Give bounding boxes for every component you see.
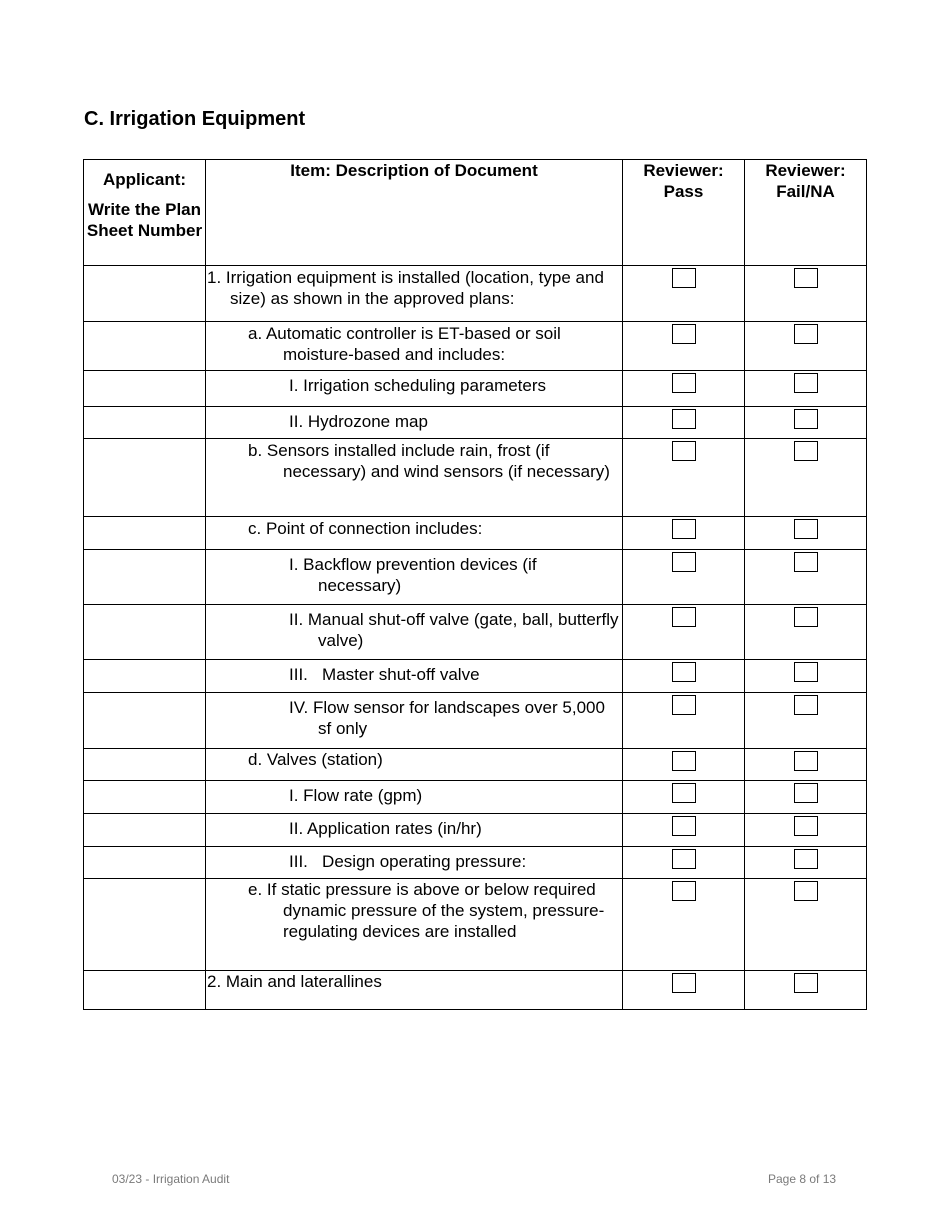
- fail-checkbox[interactable]: [794, 268, 818, 288]
- plan-sheet-cell[interactable]: [84, 407, 206, 439]
- pass-cell: [623, 517, 745, 550]
- table-row: [84, 781, 867, 814]
- pass-cell: [623, 371, 745, 407]
- table-row: [84, 693, 867, 749]
- item-text: I. Backflow prevention devices (if necessary): [289, 555, 537, 595]
- fail-cell: [745, 693, 867, 749]
- fail-checkbox[interactable]: [794, 607, 818, 627]
- item-description: [206, 605, 623, 660]
- item-text: c. Point of connection includes:: [248, 519, 483, 538]
- pass-cell: [623, 693, 745, 749]
- table-row: [84, 517, 867, 550]
- table-row: [84, 371, 867, 407]
- plan-sheet-cell[interactable]: [84, 814, 206, 847]
- pass-cell: [623, 322, 745, 371]
- plan-sheet-cell[interactable]: [84, 847, 206, 879]
- table-row: [84, 550, 867, 605]
- fail-header: Reviewer: Fail/NA: [745, 160, 867, 266]
- table-row: [84, 322, 867, 371]
- item-text: I. Flow rate (gpm): [289, 786, 423, 805]
- fail-cell: [745, 660, 867, 693]
- table-row: [84, 814, 867, 847]
- fail-checkbox[interactable]: [794, 751, 818, 771]
- item-description: [206, 847, 623, 879]
- pass-cell: [623, 605, 745, 660]
- table-row: [84, 847, 867, 879]
- item-description: [206, 322, 623, 371]
- fail-checkbox[interactable]: [794, 373, 818, 393]
- pass-checkbox[interactable]: [672, 849, 696, 869]
- pass-cell: [623, 749, 745, 781]
- fail-checkbox[interactable]: [794, 783, 818, 803]
- pass-checkbox[interactable]: [672, 607, 696, 627]
- item-header: Item: Description of Document: [206, 160, 623, 266]
- item-text: 2. Main and laterallines: [207, 972, 382, 991]
- fail-checkbox[interactable]: [794, 973, 818, 993]
- pass-checkbox[interactable]: [672, 973, 696, 993]
- pass-checkbox[interactable]: [672, 519, 696, 539]
- fail-checkbox[interactable]: [794, 409, 818, 429]
- fail-cell: [745, 439, 867, 517]
- item-text: II. Hydrozone map: [289, 412, 428, 431]
- fail-checkbox[interactable]: [794, 881, 818, 901]
- pass-cell: [623, 407, 745, 439]
- item-description: [206, 517, 623, 550]
- pass-cell: [623, 660, 745, 693]
- pass-cell: [623, 879, 745, 971]
- fail-cell: [745, 971, 867, 1010]
- pass-checkbox[interactable]: [672, 695, 696, 715]
- fail-cell: [745, 517, 867, 550]
- fail-checkbox[interactable]: [794, 695, 818, 715]
- fail-cell: [745, 605, 867, 660]
- fail-cell: [745, 847, 867, 879]
- applicant-header-label: Applicant:: [102, 170, 187, 189]
- fail-cell: [745, 781, 867, 814]
- item-text: d. Valves (station): [248, 750, 383, 769]
- item-description: [206, 781, 623, 814]
- item-description: [206, 550, 623, 605]
- pass-checkbox[interactable]: [672, 441, 696, 461]
- fail-checkbox[interactable]: [794, 662, 818, 682]
- pass-checkbox[interactable]: [672, 662, 696, 682]
- fail-cell: [745, 550, 867, 605]
- pass-checkbox[interactable]: [672, 409, 696, 429]
- pass-cell: [623, 814, 745, 847]
- pass-cell: [623, 781, 745, 814]
- fail-cell: [745, 749, 867, 781]
- pass-checkbox[interactable]: [672, 751, 696, 771]
- plan-sheet-cell[interactable]: [84, 879, 206, 971]
- fail-cell: [745, 266, 867, 322]
- fail-checkbox[interactable]: [794, 441, 818, 461]
- pass-checkbox[interactable]: [672, 783, 696, 803]
- item-description: [206, 371, 623, 407]
- item-text: II. Manual shut-off valve (gate, ball, butterfly valve): [289, 610, 619, 650]
- table-row: [84, 605, 867, 660]
- item-description: [206, 439, 623, 517]
- plan-sheet-cell[interactable]: [84, 322, 206, 371]
- fail-cell: [745, 371, 867, 407]
- fail-checkbox[interactable]: [794, 552, 818, 572]
- item-description: [206, 814, 623, 847]
- pass-checkbox[interactable]: [672, 268, 696, 288]
- fail-checkbox[interactable]: [794, 816, 818, 836]
- fail-cell: [745, 407, 867, 439]
- pass-cell: [623, 439, 745, 517]
- applicant-header-subtitle: Write the Plan Sheet Number: [86, 200, 203, 240]
- item-description: [206, 407, 623, 439]
- pass-cell: [623, 550, 745, 605]
- table-row: [84, 879, 867, 971]
- plan-sheet-cell[interactable]: [84, 550, 206, 605]
- table-row: [84, 407, 867, 439]
- item-text: b. Sensors installed include rain, frost (if necessary) and wind sensors (if necessary): [248, 441, 610, 481]
- plan-sheet-cell[interactable]: [84, 781, 206, 814]
- pass-cell: [623, 971, 745, 1010]
- fail-cell: [745, 814, 867, 847]
- plan-sheet-cell[interactable]: [84, 660, 206, 693]
- item-text: IV. Flow sensor for landscapes over 5,000 sf only: [289, 698, 605, 738]
- table-row: [84, 749, 867, 781]
- item-description: [206, 879, 623, 971]
- plan-sheet-cell[interactable]: [84, 749, 206, 781]
- pass-header: Reviewer: Pass: [623, 160, 745, 266]
- item-description: [206, 971, 623, 1010]
- plan-sheet-cell[interactable]: [84, 605, 206, 660]
- table-row: [84, 971, 867, 1010]
- header-row: [84, 160, 867, 266]
- item-text: 1. Irrigation equipment is installed (location, type and size) as shown in the approved plans:: [207, 268, 604, 308]
- table-row: [84, 439, 867, 517]
- fail-cell: [745, 322, 867, 371]
- fail-checkbox[interactable]: [794, 849, 818, 869]
- plan-sheet-cell[interactable]: [84, 517, 206, 550]
- table-row: [84, 660, 867, 693]
- pass-checkbox[interactable]: [672, 324, 696, 344]
- plan-sheet-cell[interactable]: [84, 693, 206, 749]
- table-row: [84, 266, 867, 322]
- fail-cell: [745, 879, 867, 971]
- item-text: III. Master shut-off valve: [289, 665, 480, 684]
- pass-checkbox[interactable]: [672, 881, 696, 901]
- section-title: C. Irrigation Equipment: [84, 108, 306, 130]
- item-text: I. Irrigation scheduling parameters: [289, 376, 547, 395]
- applicant-header: [84, 160, 206, 266]
- footer-page-number: Page 8 of 13: [768, 1172, 837, 1186]
- pass-cell: [623, 847, 745, 879]
- plan-sheet-cell[interactable]: [84, 971, 206, 1010]
- fail-checkbox[interactable]: [794, 324, 818, 344]
- irrigation-equipment-table: [83, 159, 867, 1010]
- pass-checkbox[interactable]: [672, 552, 696, 572]
- item-description: [206, 749, 623, 781]
- pass-checkbox[interactable]: [672, 373, 696, 393]
- fail-checkbox[interactable]: [794, 519, 818, 539]
- item-text: III. Design operating pressure:: [289, 852, 527, 871]
- item-text: II. Application rates (in/hr): [289, 819, 482, 838]
- footer-document-label: 03/23 - Irrigation Audit: [112, 1172, 230, 1186]
- item-description: [206, 266, 623, 322]
- plan-sheet-cell[interactable]: [84, 266, 206, 322]
- item-text: e. If static pressure is above or below required dynamic pressure of the system, pressure-regulating devices are installed: [248, 880, 605, 941]
- item-description: [206, 693, 623, 749]
- plan-sheet-cell[interactable]: [84, 439, 206, 517]
- plan-sheet-cell[interactable]: [84, 371, 206, 407]
- item-text: a. Automatic controller is ET-based or soil moisture-based and includes:: [248, 324, 561, 364]
- item-description: [206, 660, 623, 693]
- pass-checkbox[interactable]: [672, 816, 696, 836]
- pass-cell: [623, 266, 745, 322]
